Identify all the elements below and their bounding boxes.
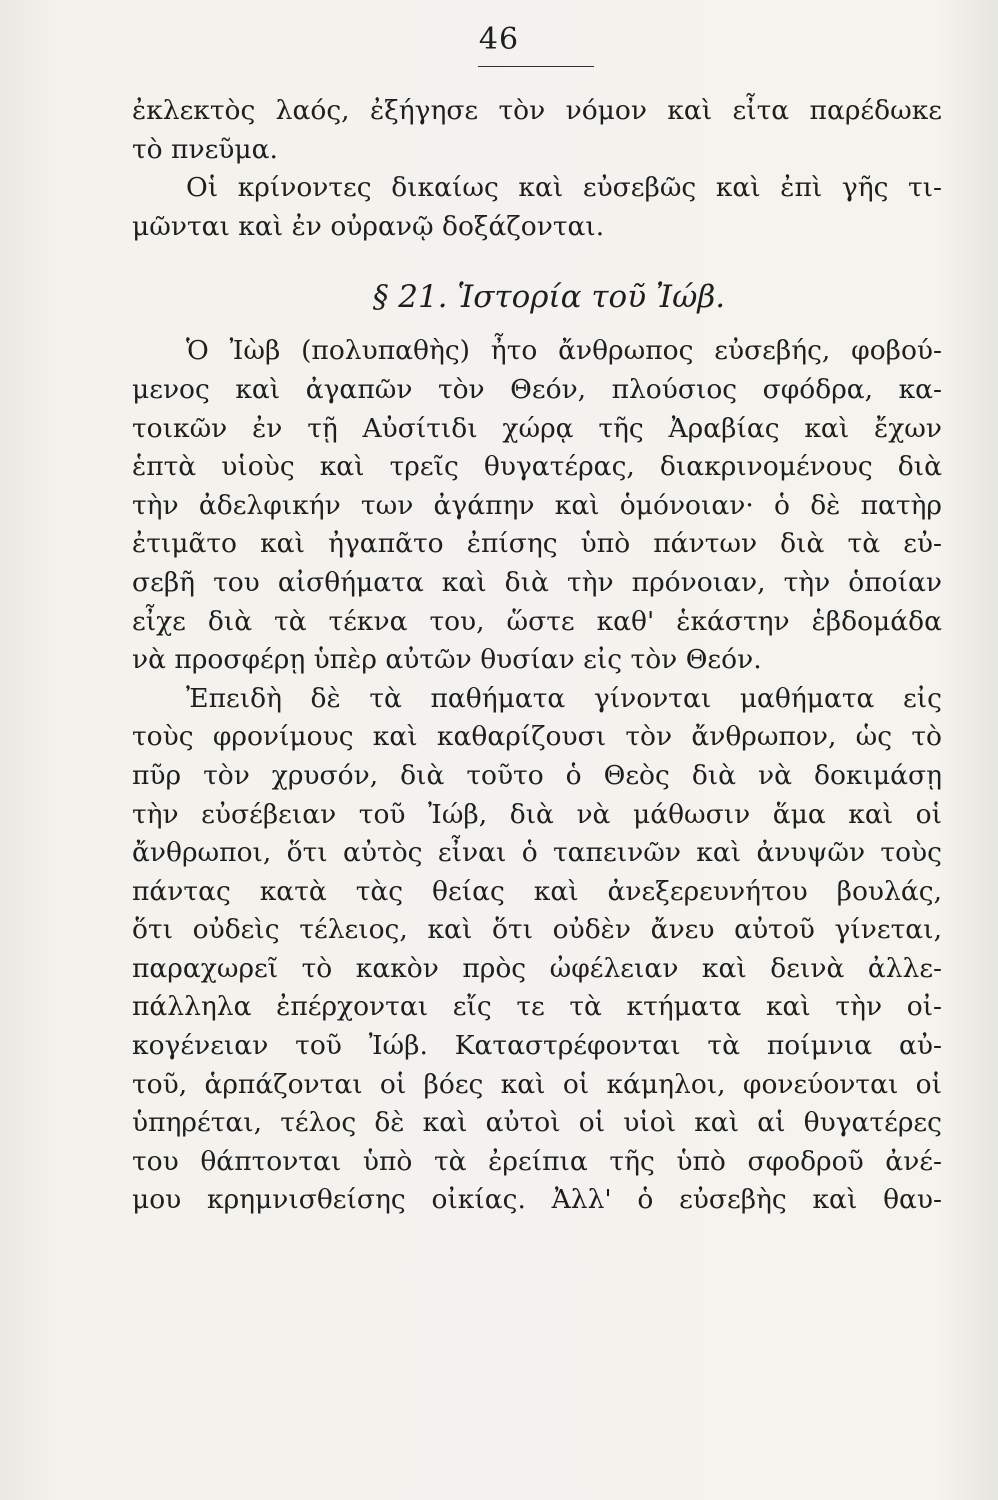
text-line: σεβῆ του αἰσθήματα καὶ διὰ τὴν πρόνοιαν, τὴν ὁποίαν (132, 566, 942, 598)
text-line: εἶχε διὰ τὰ τέκνα του, ὥστε καθ' ἑκάστην ἑβδομάδα (132, 605, 942, 637)
paragraph-job-introduction (132, 332, 942, 679)
text-line: ὑπηρέται, τέλος δὲ καὶ αὐτοὶ οἱ υἱοὶ καὶ αἱ θυγατέρες (132, 1107, 942, 1139)
text-line: ἐτιμᾶτο καὶ ἠγαπᾶτο ἐπίσης ὑπὸ πάντων διὰ τὰ εὐ- (132, 528, 942, 560)
text-line: ἄνθρωποι, ὅτι αὐτὸς εἶναι ὁ ταπεινῶν καὶ ἀνυψῶν τοὺς (132, 837, 942, 869)
paragraph-continued (132, 92, 942, 169)
text-line: μενος καὶ ἀγαπῶν τὸν Θεόν, πλούσιος σφόδρα, κα- (132, 373, 942, 405)
text-line: τὸ πνεῦμα. (132, 133, 278, 165)
page-number-rule (478, 66, 594, 67)
page-text (132, 92, 942, 1220)
text-line: πῦρ τὸν χρυσόν, διὰ τοῦτο ὁ Θεὸς διὰ νὰ δοκιμάσῃ (132, 759, 942, 791)
text-line: πάντας κατὰ τὰς θείας καὶ ἀνεξερευνήτου βουλάς, (132, 875, 942, 907)
text-line: Ὁ Ἰὼβ (πολυπαθὴς) ἦτο ἄνθρωπος εὐσεβής, φοβού- (186, 335, 942, 367)
text-line: κογένειαν τοῦ Ἰώβ. Καταστρέφονται τὰ ποίμνια αὐ- (132, 1030, 942, 1062)
text-line: ἑπτὰ υἱοὺς καὶ τρεῖς θυγατέρας, διακρινομένους διὰ (132, 451, 942, 483)
page-number: 46 (478, 22, 520, 57)
text-line: νὰ προσφέρῃ ὑπὲρ αὐτῶν θυσίαν εἰς τὸν Θεόν. (132, 644, 762, 676)
text-line: τοὺς φρονίμους καὶ καθαρίζουσι τὸν ἄνθρωπον, ὡς τὸ (132, 721, 942, 753)
text-line: τὴν ἀδελφικήν των ἀγάπην καὶ ὁμόνοιαν· ὁ δὲ πατὴρ (132, 489, 942, 521)
text-line: τοῦ, ἁρπάζονται οἱ βόες καὶ οἱ κάμηλοι, φονεύονται οἱ (132, 1068, 942, 1100)
text-line: παραχωρεῖ τὸ κακὸν πρὸς ὠφέλειαν καὶ δεινὰ ἀλλε- (132, 952, 942, 984)
text-line: τὴν εὐσέβειαν τοῦ Ἰώβ, διὰ νὰ μάθωσιν ἅμα καὶ οἱ (132, 798, 942, 830)
text-line: ὅτι οὐδεὶς τέλειος, καὶ ὅτι οὐδὲν ἄνευ αὐτοῦ γίνεται, (132, 914, 942, 946)
text-line: μου κρημνισθείσης οἰκίας. Ἀλλ' ὁ εὐσεβὴς καὶ θαυ- (132, 1184, 942, 1216)
section-heading: § 21. Ἱστορία τοῦ Ἰώβ. (372, 279, 726, 316)
text-line: μῶνται καὶ ἐν οὐρανῷ δοξάζονται. (132, 210, 605, 242)
text-line: Ἐπειδὴ δὲ τὰ παθήματα γίνονται μαθήματα εἰς (186, 682, 942, 714)
text-line: πάλληλα ἐπέρχονται εἴς τε τὰ κτήματα καὶ τὴν οἰ- (132, 991, 942, 1023)
text-line: ἐκλεκτὸς λαός, ἐξήγησε τὸν νόμον καὶ εἶτα παρέδωκε (132, 95, 942, 126)
text-line: Οἱ κρίνοντες δικαίως καὶ εὐσεβῶς καὶ ἐπὶ γῆς τι- (186, 172, 942, 204)
text-line: του θάπτονται ὑπὸ τὰ ἐρείπια τῆς ὑπὸ σφοδροῦ ἀνέ- (132, 1145, 942, 1177)
paragraph-maxim (132, 169, 942, 246)
text-line: τοικῶν ἐν τῇ Αὐσίτιδι χώρᾳ τῆς Ἀραβίας καὶ ἔχων (132, 412, 942, 444)
paragraph-job-trials (132, 680, 942, 1220)
